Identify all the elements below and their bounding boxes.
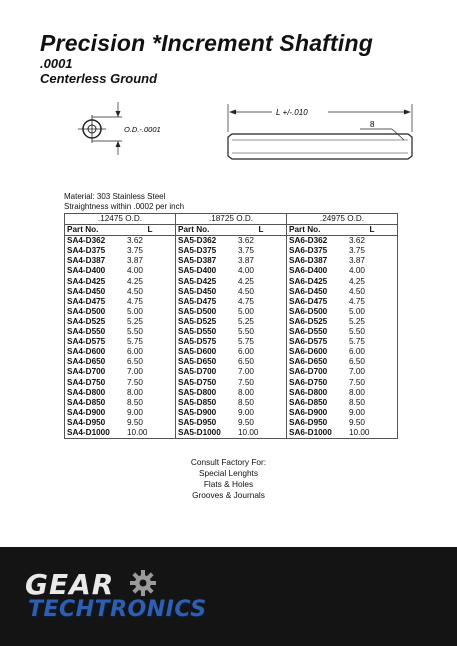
table-row bbox=[65, 246, 398, 256]
part-number-cell: SA5-D375 bbox=[176, 246, 237, 256]
part-number-cell: SA4-D362 bbox=[65, 236, 126, 247]
shaft-side-view bbox=[228, 104, 412, 159]
part-number-cell: SA5-D1000 bbox=[176, 428, 237, 439]
part-number-cell: SA4-D425 bbox=[65, 277, 126, 287]
process-label: Centerless Ground bbox=[40, 71, 158, 86]
part-number-cell: SA6-D425 bbox=[287, 277, 348, 287]
note-flats: Flats & Holes bbox=[203, 479, 254, 489]
part-number-cell: SA4-D600 bbox=[65, 347, 126, 357]
length-cell: 3.87 bbox=[347, 256, 398, 266]
length-cell: 6.00 bbox=[127, 347, 143, 357]
col-length-header: L bbox=[347, 225, 398, 236]
length-cell: 9.50 bbox=[347, 418, 398, 428]
length-cell: 7.50 bbox=[127, 377, 143, 387]
length-cell: 6.50 bbox=[127, 357, 143, 367]
table-row bbox=[65, 388, 398, 398]
od-header-row bbox=[65, 214, 398, 225]
length-cell: 5.00 bbox=[238, 306, 254, 316]
length-cell: 4.50 bbox=[238, 286, 254, 296]
length-cell: 3.62 bbox=[125, 236, 176, 247]
tolerance-label: .0001 bbox=[40, 56, 73, 71]
table-row bbox=[65, 408, 398, 418]
part-number-cell: SA4-D375 bbox=[65, 246, 126, 256]
length-cell: 9.00 bbox=[127, 407, 143, 417]
length-cell: 8.50 bbox=[127, 397, 143, 407]
length-label: L +/-.010 bbox=[276, 108, 308, 117]
table-row bbox=[65, 277, 398, 287]
part-number-cell: SA4-D650 bbox=[65, 357, 126, 367]
table-row bbox=[65, 398, 398, 408]
material-spec: Material: 303 Stainless Steel bbox=[64, 192, 166, 201]
length-cell: 4.00 bbox=[347, 266, 398, 276]
length-cell: 7.50 bbox=[238, 377, 254, 387]
part-number-cell: SA4-D387 bbox=[65, 256, 126, 266]
part-number-cell: SA5-D475 bbox=[176, 297, 237, 307]
col-part-header: Part No. bbox=[176, 225, 237, 236]
length-cell: 10.00 bbox=[347, 428, 398, 439]
length-cell: 5.50 bbox=[127, 327, 143, 337]
part-number-cell: SA4-D475 bbox=[65, 297, 126, 307]
part-number-cell: SA6-D650 bbox=[287, 357, 348, 367]
part-number-cell: SA5-D800 bbox=[176, 388, 237, 398]
length-cell: 10.00 bbox=[236, 428, 287, 439]
length-cell: 4.25 bbox=[347, 277, 398, 287]
length-cell: 3.62 bbox=[347, 236, 398, 247]
chamfer-label: 8 bbox=[370, 120, 375, 129]
length-cell: 10.00 bbox=[125, 428, 176, 439]
part-number-cell: SA6-D800 bbox=[287, 388, 348, 398]
part-number-cell: SA6-D450 bbox=[287, 287, 348, 297]
table-row bbox=[65, 307, 398, 317]
part-number-cell: SA6-D950 bbox=[287, 418, 348, 428]
part-number-cell: SA6-D1000 bbox=[287, 428, 348, 439]
part-number-cell: SA4-D550 bbox=[65, 327, 126, 337]
length-cell: 5.25 bbox=[238, 316, 254, 326]
length-cell: 3.87 bbox=[238, 256, 254, 266]
brand-gear-text: GEAR bbox=[25, 568, 115, 601]
part-number-cell: SA4-D1000 bbox=[65, 428, 126, 439]
part-number-cell: SA5-D575 bbox=[176, 337, 237, 347]
length-cell: 8.00 bbox=[238, 387, 254, 397]
length-cell: 9.50 bbox=[238, 417, 254, 427]
part-number-cell: SA4-D450 bbox=[65, 287, 126, 297]
straightness-spec: Straightness within .0002 per inch bbox=[64, 202, 185, 211]
length-cell: 3.75 bbox=[238, 246, 254, 256]
part-number-cell: SA4-D400 bbox=[65, 266, 126, 276]
page-title: Precision *Increment Shafting bbox=[40, 30, 373, 56]
part-number-cell: SA6-D362 bbox=[287, 236, 348, 247]
part-number-cell: SA5-D550 bbox=[176, 327, 237, 337]
col-part-header: Part No. bbox=[287, 225, 348, 236]
part-number-cell: SA4-D575 bbox=[65, 337, 126, 347]
length-cell: 9.00 bbox=[238, 407, 254, 417]
part-number-cell: SA6-D600 bbox=[287, 347, 348, 357]
length-cell: 5.50 bbox=[347, 327, 398, 337]
length-cell: 4.75 bbox=[347, 297, 398, 307]
length-cell: 6.50 bbox=[347, 357, 398, 367]
length-cell: 5.00 bbox=[127, 306, 143, 316]
part-number-cell: SA6-D575 bbox=[287, 337, 348, 347]
length-cell: 4.50 bbox=[347, 287, 398, 297]
part-number-cell: SA5-D400 bbox=[176, 266, 237, 276]
gear-icon bbox=[130, 570, 156, 596]
length-cell: 5.00 bbox=[347, 307, 398, 317]
part-number-cell: SA6-D850 bbox=[287, 398, 348, 408]
length-cell: 4.00 bbox=[127, 266, 143, 276]
brand-techtronics-text: TECHTRONICS bbox=[28, 597, 207, 622]
part-number-cell: SA5-D700 bbox=[176, 367, 237, 377]
od-label: O.D.-.0001 bbox=[124, 125, 161, 134]
table-row bbox=[65, 287, 398, 297]
part-number-cell: SA5-D600 bbox=[176, 347, 237, 357]
length-cell: 7.50 bbox=[347, 378, 398, 388]
part-number-cell: SA5-D525 bbox=[176, 317, 237, 327]
length-cell: 6.00 bbox=[238, 347, 254, 357]
length-cell: 4.75 bbox=[238, 296, 254, 306]
length-cell: 8.50 bbox=[238, 397, 254, 407]
part-number-cell: SA4-D850 bbox=[65, 398, 126, 408]
column-header-row bbox=[65, 225, 398, 236]
length-cell: 3.75 bbox=[347, 246, 398, 256]
length-cell: 4.25 bbox=[238, 276, 254, 286]
part-number-cell: SA5-D362 bbox=[176, 236, 237, 247]
table-row bbox=[65, 418, 398, 428]
table-row bbox=[65, 347, 398, 357]
part-number-cell: SA6-D387 bbox=[287, 256, 348, 266]
length-cell: 5.75 bbox=[238, 337, 254, 347]
part-number-cell: SA6-D525 bbox=[287, 317, 348, 327]
parts-table-wrapper bbox=[64, 213, 405, 439]
length-cell: 7.00 bbox=[347, 367, 398, 377]
part-number-cell: SA4-D700 bbox=[65, 367, 126, 377]
part-number-cell: SA6-D475 bbox=[287, 297, 348, 307]
part-number-cell: SA5-D900 bbox=[176, 408, 237, 418]
length-cell: 7.00 bbox=[127, 367, 143, 377]
part-number-cell: SA5-D425 bbox=[176, 277, 237, 287]
part-number-cell: SA5-D500 bbox=[176, 307, 237, 317]
part-number-cell: SA5-D950 bbox=[176, 418, 237, 428]
length-cell: 6.00 bbox=[347, 347, 398, 357]
part-number-cell: SA5-D650 bbox=[176, 357, 237, 367]
table-row bbox=[65, 297, 398, 307]
length-cell: 8.00 bbox=[347, 388, 398, 398]
table-row bbox=[65, 236, 398, 247]
table-row bbox=[65, 256, 398, 266]
part-number-cell: SA4-D525 bbox=[65, 317, 126, 327]
length-cell: 4.00 bbox=[238, 266, 254, 276]
length-cell: 5.75 bbox=[347, 337, 398, 347]
length-cell: 9.00 bbox=[347, 408, 398, 418]
part-number-cell: SA4-D900 bbox=[65, 408, 126, 418]
end-view-icon bbox=[78, 102, 122, 155]
part-number-cell: SA6-D700 bbox=[287, 367, 348, 377]
length-cell: 8.50 bbox=[347, 398, 398, 408]
part-number-cell: SA6-D550 bbox=[287, 327, 348, 337]
table-row bbox=[65, 327, 398, 337]
length-cell: 4.75 bbox=[127, 296, 143, 306]
table-row bbox=[65, 367, 398, 377]
table-row bbox=[65, 357, 398, 367]
part-number-cell: SA5-D750 bbox=[176, 378, 237, 388]
part-number-cell: SA6-D500 bbox=[287, 307, 348, 317]
table-row bbox=[65, 428, 398, 439]
part-number-cell: SA5-D387 bbox=[176, 256, 237, 266]
part-number-cell: SA6-D375 bbox=[287, 246, 348, 256]
od-group-header: .24975 O.D. bbox=[287, 214, 398, 225]
part-number-cell: SA6-D750 bbox=[287, 378, 348, 388]
length-cell: 8.00 bbox=[127, 387, 143, 397]
length-cell: 5.50 bbox=[238, 327, 254, 337]
part-number-cell: SA4-D750 bbox=[65, 378, 126, 388]
col-part-header: Part No. bbox=[65, 225, 126, 236]
length-cell: 4.50 bbox=[127, 286, 143, 296]
parts-table bbox=[64, 213, 398, 439]
length-cell: 4.25 bbox=[127, 276, 143, 286]
part-number-cell: SA4-D950 bbox=[65, 418, 126, 428]
length-cell: 9.50 bbox=[127, 417, 143, 427]
part-number-cell: SA4-D500 bbox=[65, 307, 126, 317]
col-length-header: L bbox=[258, 225, 264, 235]
table-row bbox=[65, 317, 398, 327]
length-cell: 3.75 bbox=[127, 246, 143, 256]
length-cell: 5.25 bbox=[347, 317, 398, 327]
part-number-cell: SA6-D900 bbox=[287, 408, 348, 418]
table-row bbox=[65, 266, 398, 276]
length-cell: 6.50 bbox=[238, 357, 254, 367]
shaft-diagram bbox=[0, 96, 457, 186]
length-cell: 5.75 bbox=[127, 337, 143, 347]
table-row bbox=[65, 337, 398, 347]
part-number-cell: SA4-D800 bbox=[65, 388, 126, 398]
note-lengths: Special Lenghts bbox=[198, 468, 259, 478]
length-cell: 3.62 bbox=[236, 236, 287, 247]
length-cell: 5.25 bbox=[127, 316, 143, 326]
table-row bbox=[65, 378, 398, 388]
length-cell: 3.87 bbox=[127, 256, 143, 266]
od-group-header: .12475 O.D. bbox=[65, 214, 176, 225]
part-number-cell: SA5-D850 bbox=[176, 398, 237, 408]
length-cell: 7.00 bbox=[238, 367, 254, 377]
consult-note: Consult Factory For: bbox=[190, 457, 267, 467]
note-grooves: Grooves & Journals bbox=[192, 490, 265, 500]
part-number-cell: SA5-D450 bbox=[176, 287, 237, 297]
part-number-cell: SA6-D400 bbox=[287, 266, 348, 276]
col-length-header: L bbox=[147, 225, 153, 235]
od-group-header: .18725 O.D. bbox=[176, 214, 287, 225]
